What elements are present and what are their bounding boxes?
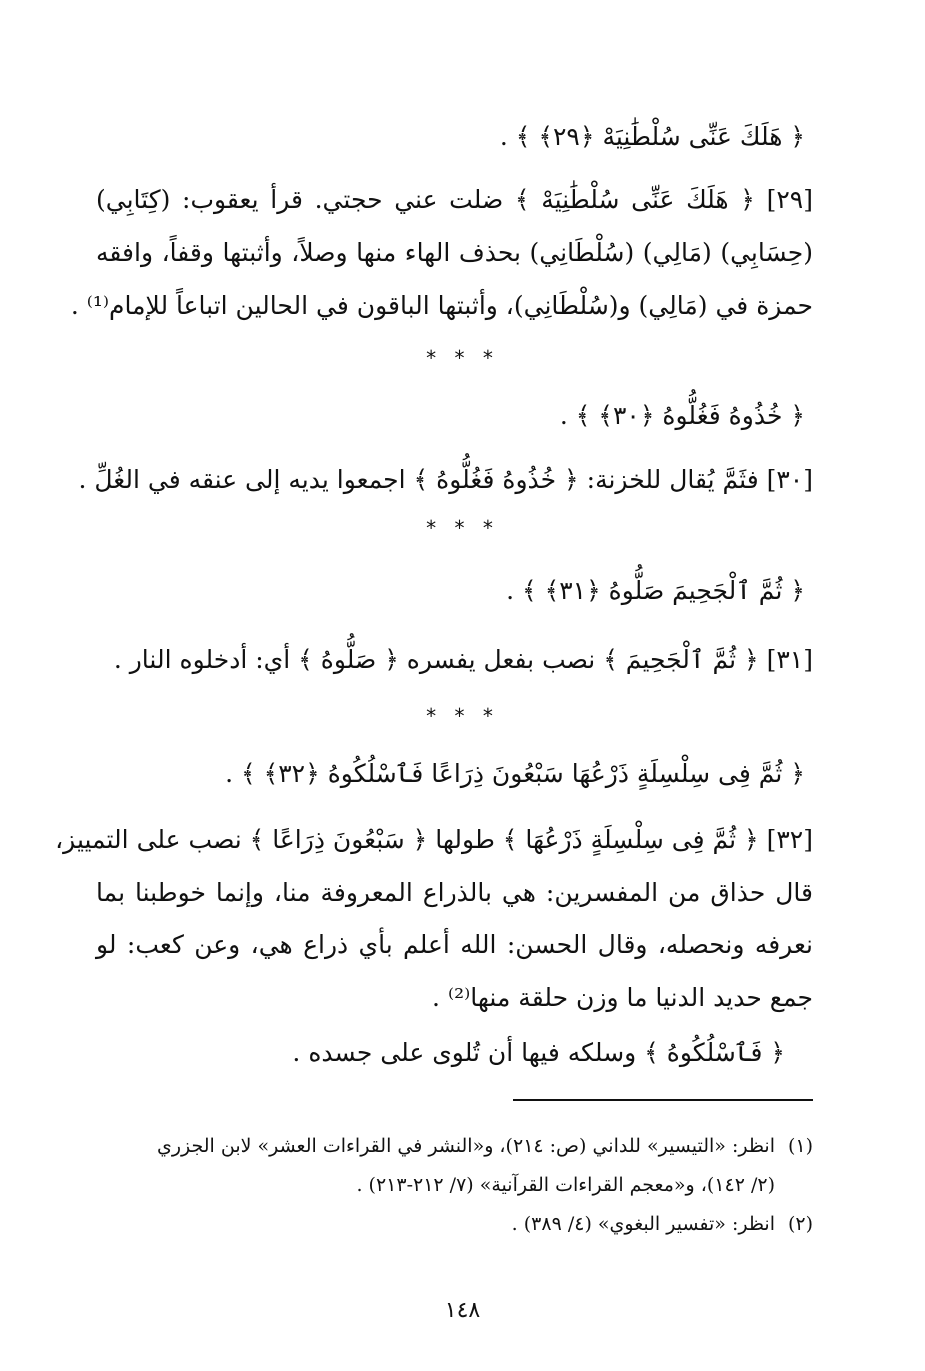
commentary-30-line-1: [٣٠] فثَمَّ يُقال للخزنة: ﴿ خُذُوهُ فَغُلُّوهُ ﴾ اجمعوا يديه إلى عنقه في الغُلِّ .	[78, 465, 813, 494]
commentary-32-line-4: جمع حديد الدنيا ما وزن حلقة منها⁽²⁾ .	[432, 983, 813, 1012]
commentary-29-line-1: [٢٩] ﴿ هَلَكَ عَنِّى سُلْطَٰنِيَهْ ﴾ ضلت عني حجتي. قرأ يعقوب: (كِتَابِي)	[96, 185, 813, 214]
section-separator: * * *	[426, 516, 499, 540]
commentary-32-line-1: [٣٢] ﴿ ثُمَّ فِى سِلْسِلَةٍ ذَرْعُهَا ﴾ طولها ﴿ سَبْعُونَ ذِرَاعًا ﴾ نصب على التمييز،	[55, 825, 813, 854]
verse-31: ﴿ ثُمَّ ٱلْجَحِيمَ صَلُّوهُ ﴿٣١﴾ ﴾ .	[506, 576, 805, 605]
commentary-31-line-1: [٣١] ﴿ ثُمَّ ٱلْجَحِيمَ ﴾ نصب بفعل يفسره ﴿ صَلُّوهُ ﴾ أي: أدخلوه النار .	[113, 645, 813, 674]
commentary-32-line-3: نعرفه ونحصله، وقال الحسن: الله أعلم بأي ذراع هي، وعن كعب: لو	[96, 930, 813, 959]
commentary-29-line-3: حمزة في (مَالِي) و(سُلْطَانِي)، وأثبتها الباقون في الحالين اتباعاً للإمام⁽¹⁾ .	[70, 291, 813, 320]
footnote-1-number: (١)	[787, 1135, 813, 1157]
section-separator: * * *	[426, 346, 499, 370]
commentary-32-line-5: ﴿ فَٱسْلُكُوهُ ﴾ وسلكه فيها أن تُلوى على جسده .	[292, 1038, 785, 1067]
footnote-2-number: (٢)	[787, 1213, 813, 1235]
footnote-divider	[513, 1099, 813, 1101]
page-number: ١٤٨	[444, 1298, 481, 1323]
footnote-1-line-1: انظر: «التيسير» للداني (ص: ٢١٤)، و«النشر في القراءات العشر» لابن الجزري	[156, 1135, 775, 1157]
verse-30: ﴿ خُذُوهُ فَغُلُّوهُ ﴿٣٠﴾ ﴾ .	[559, 401, 805, 430]
commentary-32-line-2: قال حذاق من المفسرين: هي بالذراع المعروفة منا، وإنما خوطبنا بما	[96, 878, 813, 907]
footnote-1-line-2: (٢/ ١٤٢)، و«معجم القراءات القرآنية» (٧/ ٢١٢-٢١٣) .	[356, 1174, 775, 1196]
footnote-2-line-1: انظر: «تفسير البغوي» (٤/ ٣٨٩) .	[511, 1213, 775, 1235]
commentary-29-line-2: (حِسَابِي) (مَالِي) (سُلْطَانِي) بحذف الهاء منها وصلاً، وأثبتها وقفاً، وافقه	[96, 238, 813, 267]
verse-32: ﴿ ثُمَّ فِى سِلْسِلَةٍ ذَرْعُهَا سَبْعُونَ ذِرَاعًا فَٱسْلُكُوهُ ﴿٣٢﴾ ﴾ .	[225, 759, 805, 788]
section-separator: * * *	[426, 704, 499, 728]
verse-29: ﴿ هَلَكَ عَنِّى سُلْطَٰنِيَهْ ﴿٢٩﴾ ﴾ .	[499, 122, 805, 151]
